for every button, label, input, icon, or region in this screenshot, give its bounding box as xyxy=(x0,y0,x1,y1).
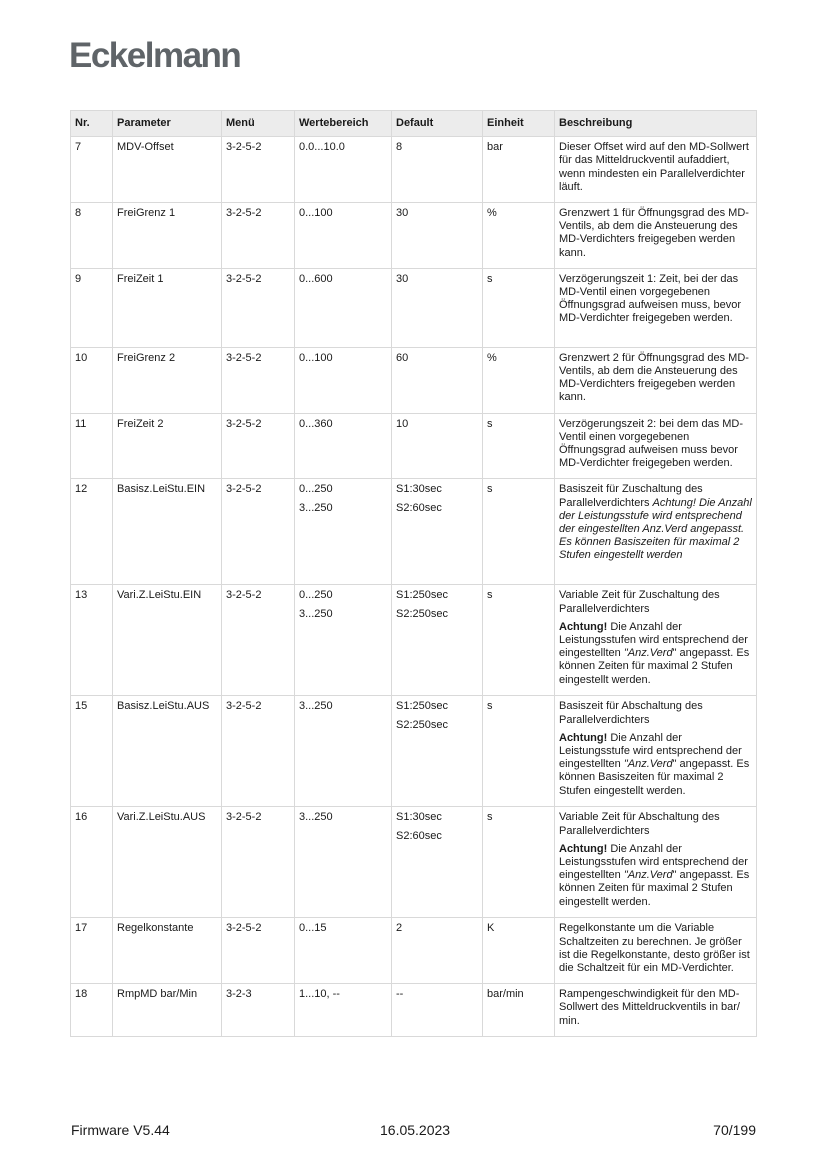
cell-default: 30 xyxy=(392,203,483,269)
cell-menu: 3-2-5-2 xyxy=(222,918,295,984)
range-value-2: 3...250 xyxy=(299,501,333,514)
cell-menu: 3-2-5-2 xyxy=(222,413,295,479)
cell-description: Verzögerungszeit 1: Zeit, bei der das MD-Ventil einen vorgegebenen Öffnungsgrad aufweisen muss, bevor MD-Verdichter freigegeben werden. xyxy=(555,268,757,347)
cell-parameter: MDV-Offset xyxy=(113,137,222,203)
cell-default: 8 xyxy=(392,137,483,203)
cell-unit: K xyxy=(483,918,555,984)
cell-unit: s xyxy=(483,585,555,696)
cell-default: 10 xyxy=(392,413,483,479)
cell-default xyxy=(392,585,483,696)
cell-default xyxy=(392,696,483,807)
cell-range: 0...100 xyxy=(295,203,392,269)
col-header-default: Default xyxy=(392,111,483,137)
cell-description xyxy=(555,807,757,918)
cell-description: Grenzwert 2 für Öffnungsgrad des MD-Ventils, ab dem die Ansteuerung des MD-Verdichters freigegeben werden kann. xyxy=(555,347,757,413)
cell-parameter: Regelkonstante xyxy=(113,918,222,984)
cell-menu: 3-2-5-2 xyxy=(222,807,295,918)
cell-range xyxy=(295,585,392,696)
description-text: Variable Zeit für Abschaltung des Parallelverdichters xyxy=(559,811,720,837)
company-logo: Eckelmann xyxy=(69,36,241,75)
default-value-2: S2:250sec xyxy=(396,718,448,731)
cell-range: 0...100 xyxy=(295,347,392,413)
cell-default: 30 xyxy=(392,268,483,347)
cell-range: 0...15 xyxy=(295,918,392,984)
description-warning: Achtung! Die Anzahl der Leistungsstufe wird entsprechend der eingestellten Anz.Verd angepasst. Es können Basiszeiten für maximal 2 Stufen eingestellt werden xyxy=(559,496,752,562)
cell-nr: 15 xyxy=(71,696,113,807)
cell-parameter: Vari.Z.LeiStu.EIN xyxy=(113,585,222,696)
cell-description xyxy=(555,696,757,807)
parameter-table xyxy=(70,110,757,1037)
warning-text-end: " angepasst. Es können Zeiten für maximal 2 Stufen eingestellt werden. xyxy=(559,869,750,908)
table-row xyxy=(71,984,757,1037)
cell-nr: 18 xyxy=(71,984,113,1037)
table-row xyxy=(71,585,757,696)
table-row xyxy=(71,347,757,413)
footer-page-number: 70/199 xyxy=(713,1122,756,1138)
cell-nr: 16 xyxy=(71,807,113,918)
cell-description: Regelkonstante um die Variable Schaltzeiten zu berechnen. Je größer ist die Regelkonstante, desto größer ist die Schaltzeit für ein MD-Verdichter. xyxy=(555,918,757,984)
cell-parameter: RmpMD bar/Min xyxy=(113,984,222,1037)
cell-description: Dieser Offset wird auf den MD-Sollwert für das Mitteldruckventil aufaddiert, wenn mindesten ein Parallelverdichter läuft. xyxy=(555,137,757,203)
cell-unit: s xyxy=(483,479,555,585)
cell-default: -- xyxy=(392,984,483,1037)
cell-unit: s xyxy=(483,413,555,479)
cell-default xyxy=(392,807,483,918)
cell-range xyxy=(295,479,392,585)
cell-nr: 9 xyxy=(71,268,113,347)
cell-parameter: FreiZeit 2 xyxy=(113,413,222,479)
footer-date: 16.05.2023 xyxy=(380,1122,451,1138)
cell-unit: s xyxy=(483,807,555,918)
cell-unit: s xyxy=(483,268,555,347)
cell-range: 1...10, -- xyxy=(295,984,392,1037)
cell-nr: 11 xyxy=(71,413,113,479)
cell-description: Grenzwert 1 für Öffnungsgrad des MD-Ventils, ab dem die Ansteuerung des MD-Verdichters freigegeben werden kann. xyxy=(555,203,757,269)
cell-range: 0.0...10.0 xyxy=(295,137,392,203)
cell-parameter: Vari.Z.LeiStu.AUS xyxy=(113,807,222,918)
default-value-1: S1:30sec xyxy=(396,483,442,496)
cell-default xyxy=(392,479,483,585)
col-header-nr: Nr. xyxy=(71,111,113,137)
warning-text: Die Anzahl der Leistungsstufe wird entsprechend der eingestellten xyxy=(559,731,742,771)
cell-menu: 3-2-5-2 xyxy=(222,585,295,696)
col-header-parameter: Parameter xyxy=(113,111,222,137)
cell-unit: s xyxy=(483,696,555,807)
default-value-1: S1:250sec xyxy=(396,700,448,713)
col-header-menu: Menü xyxy=(222,111,295,137)
cell-parameter: FreiGrenz 1 xyxy=(113,203,222,269)
cell-menu: 3-2-5-2 xyxy=(222,347,295,413)
table-row xyxy=(71,268,757,347)
table-row xyxy=(71,696,757,807)
cell-menu: 3-2-3 xyxy=(222,984,295,1037)
description-text: Variable Zeit für Zuschaltung des Parallelverdichters xyxy=(559,589,720,615)
warning-label: Achtung! xyxy=(559,620,608,633)
description-warning xyxy=(559,732,752,798)
footer-firmware: Firmware V5.44 xyxy=(71,1122,170,1138)
table-header-row xyxy=(71,111,757,137)
cell-nr: 17 xyxy=(71,918,113,984)
cell-unit: % xyxy=(483,347,555,413)
description-text: Basiszeit für Zuschaltung des Parallelverdichters xyxy=(559,483,703,509)
table-row xyxy=(71,203,757,269)
default-value-1: S1:30sec xyxy=(396,811,442,824)
warning-text-end: " angepasst. Es können Zeiten für maximal 2 Stufen eingestellt werden. xyxy=(559,647,750,686)
cell-parameter: Basisz.LeiStu.EIN xyxy=(113,479,222,585)
description-warning xyxy=(559,843,752,909)
cell-nr: 13 xyxy=(71,585,113,696)
cell-unit: bar/min xyxy=(483,984,555,1037)
col-header-range: Wertebereich xyxy=(295,111,392,137)
warning-text: Die Anzahl der Leistungsstufen wird entsprechend der eingestellten xyxy=(559,620,748,660)
table-row xyxy=(71,137,757,203)
range-value-1: 0...250 xyxy=(299,589,333,602)
cell-nr: 7 xyxy=(71,137,113,203)
cell-nr: 12 xyxy=(71,479,113,585)
range-value-1: 0...250 xyxy=(299,483,333,496)
table-row xyxy=(71,479,757,585)
range-value-2: 3...250 xyxy=(299,607,333,620)
cell-parameter: FreiZeit 1 xyxy=(113,268,222,347)
default-value-2: S2:60sec xyxy=(396,501,442,514)
cell-description: Rampengeschwindigkeit für den MD-Sollwert des Mitteldruckventils in bar/ min. xyxy=(555,984,757,1037)
default-value-2: S2:60sec xyxy=(396,829,442,842)
warning-text-end: " angepasst. Es können Basiszeiten für maximal 2 Stufen eingestellt werden. xyxy=(559,758,750,797)
cell-description xyxy=(555,479,757,585)
cell-range: 0...600 xyxy=(295,268,392,347)
cell-unit: % xyxy=(483,203,555,269)
warning-text: Die Anzahl der Leistungsstufen wird entsprechend der eingestellten xyxy=(559,842,748,882)
cell-default: 60 xyxy=(392,347,483,413)
cell-menu: 3-2-5-2 xyxy=(222,203,295,269)
col-header-description: Beschreibung xyxy=(555,111,757,137)
cell-nr: 10 xyxy=(71,347,113,413)
table-row xyxy=(71,807,757,918)
default-value-1: S1:250sec xyxy=(396,589,448,602)
warning-reference: "Anz.Verd xyxy=(623,869,673,882)
cell-parameter: Basisz.LeiStu.AUS xyxy=(113,696,222,807)
description-warning xyxy=(559,621,752,687)
cell-menu: 3-2-5-2 xyxy=(222,137,295,203)
cell-unit: bar xyxy=(483,137,555,203)
table-row xyxy=(71,918,757,984)
table-row xyxy=(71,413,757,479)
warning-label: Achtung! xyxy=(559,731,608,744)
cell-range: 3...250 xyxy=(295,696,392,807)
description-text: Basiszeit für Abschaltung des Parallelverdichters xyxy=(559,700,703,726)
cell-menu: 3-2-5-2 xyxy=(222,268,295,347)
cell-description: Verzögerungszeit 2: bei dem das MD-Ventil einen vorgegebenen Öffnungsgrad aufweisen muss bevor MD-Verdichter freigegeben werden. xyxy=(555,413,757,479)
cell-range: 3...250 xyxy=(295,807,392,918)
cell-menu: 3-2-5-2 xyxy=(222,696,295,807)
cell-nr: 8 xyxy=(71,203,113,269)
warning-reference: "Anz.Verd xyxy=(623,647,673,660)
cell-menu: 3-2-5-2 xyxy=(222,479,295,585)
cell-description xyxy=(555,585,757,696)
cell-default: 2 xyxy=(392,918,483,984)
default-value-2: S2:250sec xyxy=(396,607,448,620)
col-header-unit: Einheit xyxy=(483,111,555,137)
cell-range: 0...360 xyxy=(295,413,392,479)
warning-reference: "Anz.Verd xyxy=(623,758,673,771)
warning-label: Achtung! xyxy=(559,842,608,855)
cell-parameter: FreiGrenz 2 xyxy=(113,347,222,413)
